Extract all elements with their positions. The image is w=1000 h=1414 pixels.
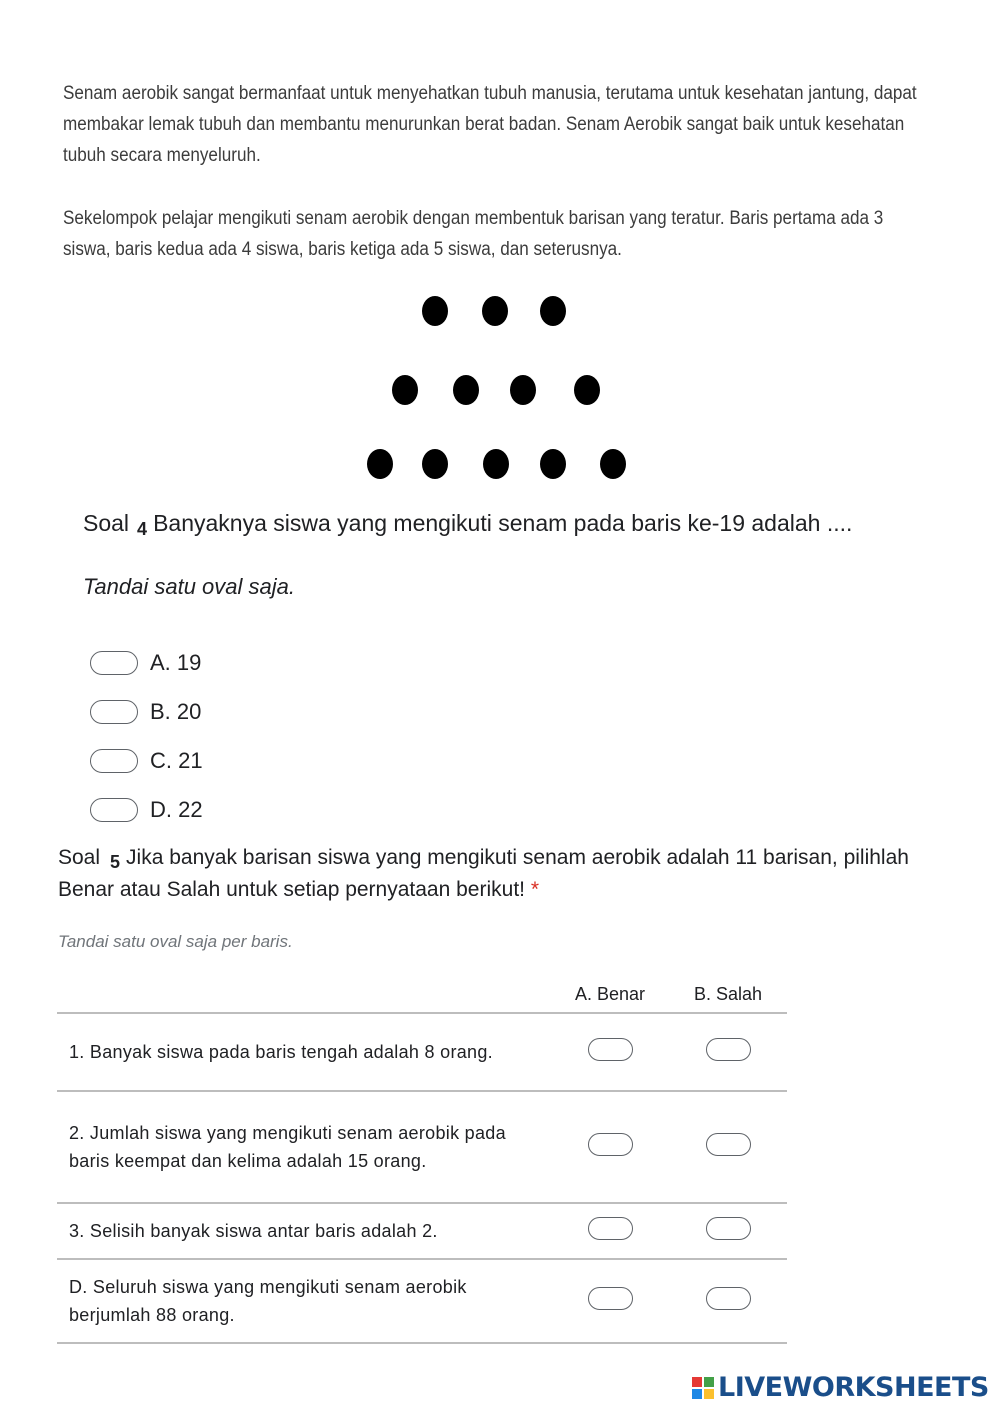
- column-header-benar: A. Benar: [551, 976, 669, 1013]
- radio-oval[interactable]: [706, 1217, 751, 1240]
- radio-oval[interactable]: [706, 1038, 751, 1061]
- cell-benar: [551, 1091, 669, 1203]
- radio-oval[interactable]: [588, 1038, 633, 1061]
- dot-row-2: [392, 375, 600, 405]
- dot: [367, 449, 393, 479]
- radio-oval[interactable]: [706, 1133, 751, 1156]
- logo-square: [692, 1377, 702, 1387]
- option-label: C. 21: [150, 747, 203, 773]
- radio-oval[interactable]: [90, 798, 138, 822]
- dot: [574, 375, 600, 405]
- option-b[interactable]: [90, 687, 203, 736]
- statement-text: 2. Jumlah siswa yang mengikuti senam aerobik pada baris keempat dan kelima adalah 15 orang.: [57, 1091, 551, 1203]
- dot: [422, 449, 448, 479]
- grid-row: [57, 1259, 787, 1343]
- liveworksheets-logo: [692, 1372, 989, 1403]
- true-false-grid: [57, 976, 787, 1344]
- dot: [510, 375, 536, 405]
- grid-row: [57, 1203, 787, 1259]
- cell-salah: [669, 1091, 787, 1203]
- dot: [600, 449, 626, 479]
- question-prefix: Soal: [58, 846, 101, 869]
- radio-oval[interactable]: [90, 700, 138, 724]
- question-5-hint: Tandai satu oval saja per baris.: [58, 932, 293, 951]
- required-mark: *: [530, 878, 540, 901]
- option-d[interactable]: [90, 785, 203, 834]
- cell-benar: [551, 1259, 669, 1343]
- column-header-salah: B. Salah: [669, 976, 787, 1013]
- cell-salah: [669, 1013, 787, 1091]
- dot: [453, 375, 479, 405]
- question-text: Jika banyak barisan siswa yang mengikuti senam aerobik adalah 11 barisan, pilihlah Benar atau Salah untuk setiap pernyataan berikut!: [58, 846, 909, 901]
- statement-text: 3. Selisih banyak siswa antar baris adalah 2.: [57, 1203, 551, 1259]
- dot-row-1: [422, 296, 566, 326]
- dot: [482, 296, 508, 326]
- grid-row: [57, 1013, 787, 1091]
- intro-paragraph-1: Senam aerobik sangat bermanfaat untuk menyehatkan tubuh manusia, terutama untuk kesehatan jantung, dapat membakar lemak tubuh dan membantu menurunkan berat badan. Senam Aerobik sangat baik untuk kesehatan tubuh secara menyeluruh.: [63, 83, 917, 166]
- logo-icon: [692, 1377, 714, 1399]
- statement-text: D. Seluruh siswa yang mengikuti senam aerobik berjumlah 88 orang.: [57, 1259, 551, 1343]
- option-label: D. 22: [150, 796, 203, 822]
- cell-benar: [551, 1013, 669, 1091]
- question-4-options: [90, 638, 203, 834]
- dot: [540, 296, 566, 326]
- option-c[interactable]: [90, 736, 203, 785]
- cell-benar: [551, 1203, 669, 1259]
- radio-oval[interactable]: [90, 749, 138, 773]
- question-number: 5: [110, 852, 121, 872]
- grid-corner: [57, 976, 551, 1013]
- dot: [540, 449, 566, 479]
- statement-text: 1. Banyak siswa pada baris tengah adalah 8 orang.: [57, 1013, 551, 1091]
- logo-square: [704, 1389, 714, 1399]
- question-4-hint: Tandai satu oval saja.: [83, 574, 295, 599]
- radio-oval[interactable]: [706, 1287, 751, 1310]
- question-prefix: Soal: [83, 510, 130, 536]
- option-label: A. 19: [150, 649, 202, 675]
- dot: [392, 375, 418, 405]
- question-5-title: [58, 842, 958, 906]
- intro-paragraph-2: Sekelompok pelajar mengikuti senam aerobik dengan membentuk barisan yang teratur. Baris pertama ada 3 siswa, baris kedua ada 4 siswa, baris ketiga ada 5 siswa, dan seterusnya.: [63, 208, 884, 260]
- cell-salah: [669, 1259, 787, 1343]
- radio-oval[interactable]: [588, 1133, 633, 1156]
- grid-row: [57, 1091, 787, 1203]
- radio-oval[interactable]: [588, 1287, 633, 1310]
- logo-square: [692, 1389, 702, 1399]
- question-text: Banyaknya siswa yang mengikuti senam pada baris ke-19 adalah ....: [153, 510, 853, 536]
- dot-row-3: [367, 449, 626, 479]
- logo-square: [704, 1377, 714, 1387]
- radio-oval[interactable]: [588, 1217, 633, 1240]
- radio-oval[interactable]: [90, 651, 138, 675]
- cell-salah: [669, 1203, 787, 1259]
- option-label: B. 20: [150, 698, 202, 724]
- logo-text: LIVEWORKSHEETS: [718, 1372, 989, 1403]
- dot: [422, 296, 448, 326]
- question-number: 4: [137, 519, 148, 539]
- grid-header-row: [57, 976, 787, 1013]
- dot: [483, 449, 509, 479]
- option-a[interactable]: [90, 638, 203, 687]
- question-4-title: [83, 510, 983, 537]
